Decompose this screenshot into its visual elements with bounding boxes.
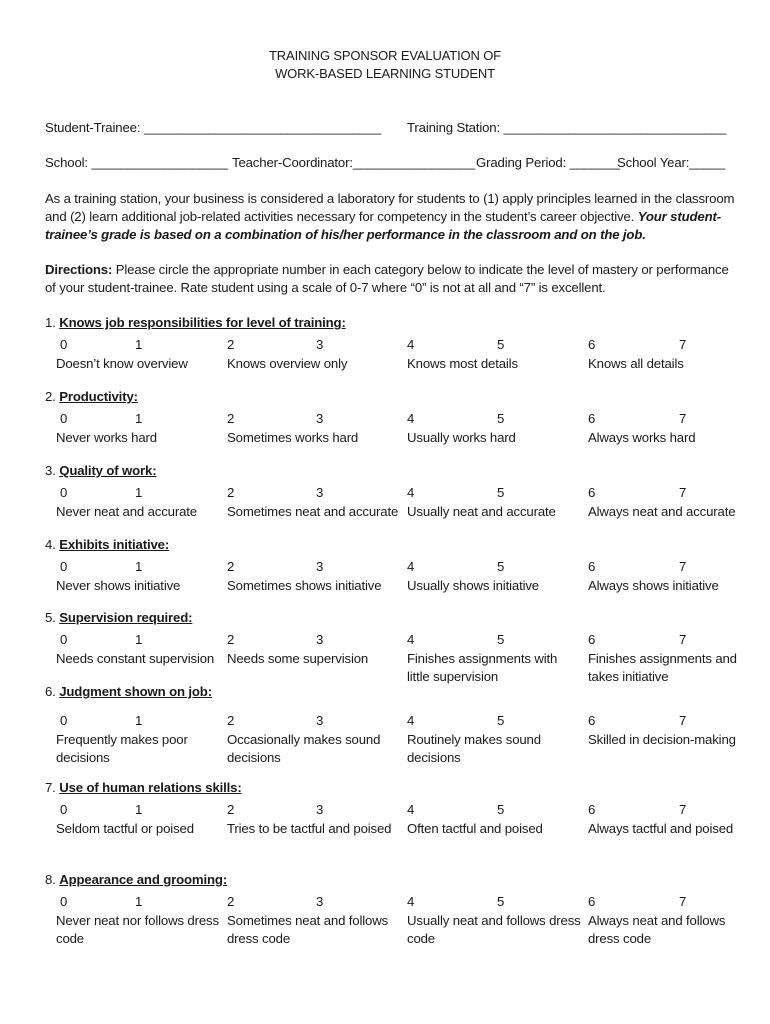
level-description: Always works hard bbox=[588, 430, 696, 445]
rating-option-6[interactable]: 6 bbox=[588, 632, 596, 647]
rating-option-4[interactable]: 4 bbox=[407, 894, 415, 909]
level-description: Always shows initiative bbox=[588, 578, 719, 593]
level-description: Never neat and accurate bbox=[56, 504, 197, 519]
question-number: 8. bbox=[45, 872, 56, 887]
rating-option-7[interactable]: 7 bbox=[679, 894, 687, 909]
level-description: Doesn’t know overview bbox=[56, 356, 188, 371]
question-number: 4. bbox=[45, 537, 56, 552]
rating-option-2[interactable]: 2 bbox=[227, 337, 235, 352]
rating-option-5[interactable]: 5 bbox=[497, 632, 505, 647]
rating-option-5[interactable]: 5 bbox=[497, 337, 505, 352]
rating-option-5[interactable]: 5 bbox=[497, 802, 505, 817]
question-label: Appearance and grooming: bbox=[59, 872, 228, 887]
level-description: Often tactful and poised bbox=[407, 821, 543, 836]
question-label: Productivity: bbox=[59, 389, 138, 404]
rating-option-2[interactable]: 2 bbox=[227, 559, 235, 574]
level-description: Finishes assignments with little supervision bbox=[407, 651, 558, 684]
rating-option-5[interactable]: 5 bbox=[497, 411, 505, 426]
rating-option-4[interactable]: 4 bbox=[407, 632, 415, 647]
rating-option-1[interactable]: 1 bbox=[135, 632, 143, 647]
level-description: Usually shows initiative bbox=[407, 578, 539, 593]
question-label: Exhibits initiative: bbox=[59, 537, 170, 552]
rating-option-3[interactable]: 3 bbox=[316, 337, 324, 352]
question-title bbox=[45, 684, 212, 699]
rating-option-3[interactable]: 3 bbox=[316, 411, 324, 426]
question-label: Use of human relations skills: bbox=[59, 780, 242, 795]
rating-option-1[interactable]: 1 bbox=[135, 894, 143, 909]
level-description: Seldom tactful or poised bbox=[56, 821, 194, 836]
rating-option-5[interactable]: 5 bbox=[497, 713, 505, 728]
level-description: Usually works hard bbox=[407, 430, 516, 445]
level-description: Sometimes shows initiative bbox=[227, 578, 382, 593]
level-description: Routinely makes sound decisions bbox=[407, 732, 541, 765]
level-description: Sometimes neat and accurate bbox=[227, 504, 399, 519]
level-description: Skilled in decision-making bbox=[588, 732, 736, 747]
school-field[interactable]: School: ___________________ bbox=[45, 155, 228, 170]
level-description: Usually neat and follows dress code bbox=[407, 913, 581, 946]
level-description: Sometimes neat and follows dress code bbox=[227, 913, 389, 946]
rating-option-1[interactable]: 1 bbox=[135, 802, 143, 817]
rating-option-3[interactable]: 3 bbox=[316, 894, 324, 909]
rating-option-6[interactable]: 6 bbox=[588, 713, 596, 728]
level-description: Occasionally makes sound decisions bbox=[227, 732, 381, 765]
rating-option-3[interactable]: 3 bbox=[316, 632, 324, 647]
rating-option-7[interactable]: 7 bbox=[679, 485, 687, 500]
level-description: Knows overview only bbox=[227, 356, 348, 371]
question-title bbox=[45, 610, 192, 625]
rating-option-1[interactable]: 1 bbox=[135, 337, 143, 352]
level-description: Knows all details bbox=[588, 356, 684, 371]
grading-period-field[interactable]: Grading Period: _______ bbox=[476, 155, 620, 170]
form-title-line-1: TRAINING SPONSOR EVALUATION OF bbox=[269, 48, 501, 63]
rating-option-0[interactable]: 0 bbox=[60, 411, 68, 426]
rating-option-4[interactable]: 4 bbox=[407, 713, 415, 728]
question-title bbox=[45, 463, 156, 478]
question-title bbox=[45, 780, 242, 795]
rating-option-6[interactable]: 6 bbox=[588, 894, 596, 909]
rating-option-6[interactable]: 6 bbox=[588, 802, 596, 817]
rating-option-2[interactable]: 2 bbox=[227, 485, 235, 500]
level-description: Tries to be tactful and poised bbox=[227, 821, 392, 836]
rating-option-4[interactable]: 4 bbox=[407, 485, 415, 500]
intro-paragraph bbox=[45, 190, 735, 244]
rating-option-3[interactable]: 3 bbox=[316, 713, 324, 728]
rating-option-0[interactable]: 0 bbox=[60, 632, 68, 647]
question-title bbox=[45, 872, 227, 887]
form-title-line-2: WORK-BASED LEARNING STUDENT bbox=[275, 66, 495, 81]
question-number: 2. bbox=[45, 389, 56, 404]
level-description: Always neat and accurate bbox=[588, 504, 736, 519]
rating-option-0[interactable]: 0 bbox=[60, 337, 68, 352]
level-description: Needs some supervision bbox=[227, 651, 369, 666]
rating-option-1[interactable]: 1 bbox=[135, 485, 143, 500]
rating-option-0[interactable]: 0 bbox=[60, 559, 68, 574]
level-description: Usually neat and accurate bbox=[407, 504, 556, 519]
rating-option-7[interactable]: 7 bbox=[679, 802, 687, 817]
level-description: Finishes assignments and takes initiative bbox=[588, 651, 737, 684]
rating-option-7[interactable]: 7 bbox=[679, 713, 687, 728]
rating-option-5[interactable]: 5 bbox=[497, 559, 505, 574]
student-trainee-field[interactable]: Student-Trainee: _________________________________ bbox=[45, 120, 381, 135]
rating-option-2[interactable]: 2 bbox=[227, 713, 235, 728]
intro-text: As a training station, your business is considered a laboratory for students to (1) apply principles learned in the classroom and (2) learn additional job-related activities necessary for competency in the student’s career objective. bbox=[45, 191, 735, 224]
rating-option-4[interactable]: 4 bbox=[407, 411, 415, 426]
rating-option-1[interactable]: 1 bbox=[135, 713, 143, 728]
rating-option-2[interactable]: 2 bbox=[227, 632, 235, 647]
rating-option-0[interactable]: 0 bbox=[60, 485, 68, 500]
rating-option-3[interactable]: 3 bbox=[316, 485, 324, 500]
directions-text: Please circle the appropriate number in each category below to indicate the level of mastery or performance of your student-trainee. Rate student using a scale of 0-7 where “0” is not at all and “7” is excellent. bbox=[45, 262, 729, 295]
rating-option-7[interactable]: 7 bbox=[679, 632, 687, 647]
question-number: 7. bbox=[45, 780, 56, 795]
rating-option-3[interactable]: 3 bbox=[316, 559, 324, 574]
school-year-field[interactable]: School Year:_____ bbox=[617, 155, 726, 170]
question-title bbox=[45, 315, 346, 330]
rating-option-3[interactable]: 3 bbox=[316, 802, 324, 817]
rating-option-2[interactable]: 2 bbox=[227, 411, 235, 426]
question-label: Supervision required: bbox=[59, 610, 193, 625]
question-label: Quality of work: bbox=[59, 463, 157, 478]
rating-option-1[interactable]: 1 bbox=[135, 411, 143, 426]
rating-option-4[interactable]: 4 bbox=[407, 337, 415, 352]
level-description: Knows most details bbox=[407, 356, 518, 371]
rating-option-7[interactable]: 7 bbox=[679, 411, 687, 426]
intro-emphasis: Your student-trainee’s grade is based on a combination of his/her performance in the classroom and on the job. bbox=[45, 209, 721, 242]
rating-option-6[interactable]: 6 bbox=[588, 559, 596, 574]
rating-option-2[interactable]: 2 bbox=[227, 894, 235, 909]
level-description: Always tactful and poised bbox=[588, 821, 734, 836]
rating-option-6[interactable]: 6 bbox=[588, 337, 596, 352]
rating-option-4[interactable]: 4 bbox=[407, 559, 415, 574]
question-label: Judgment shown on job: bbox=[59, 684, 212, 699]
rating-option-1[interactable]: 1 bbox=[135, 559, 143, 574]
question-title bbox=[45, 389, 138, 404]
rating-option-6[interactable]: 6 bbox=[588, 485, 596, 500]
level-description: Needs constant supervision bbox=[56, 651, 215, 666]
directions-label: Directions: bbox=[45, 262, 113, 277]
teacher-coordinator-field[interactable]: Teacher-Coordinator:_________________ bbox=[232, 155, 476, 170]
level-description: Never works hard bbox=[56, 430, 157, 445]
rating-option-7[interactable]: 7 bbox=[679, 559, 687, 574]
rating-option-4[interactable]: 4 bbox=[407, 802, 415, 817]
question-number: 3. bbox=[45, 463, 56, 478]
directions-paragraph bbox=[45, 261, 735, 297]
question-title bbox=[45, 537, 169, 552]
rating-option-0[interactable]: 0 bbox=[60, 894, 68, 909]
question-number: 5. bbox=[45, 610, 56, 625]
question-number: 6. bbox=[45, 684, 56, 699]
level-description: Frequently makes poor decisions bbox=[56, 732, 188, 765]
rating-option-2[interactable]: 2 bbox=[227, 802, 235, 817]
rating-option-0[interactable]: 0 bbox=[60, 802, 68, 817]
level-description: Sometimes works hard bbox=[227, 430, 359, 445]
rating-option-0[interactable]: 0 bbox=[60, 713, 68, 728]
level-description: Always neat and follows dress code bbox=[588, 913, 726, 946]
question-label: Knows job responsibilities for level of training: bbox=[59, 315, 346, 330]
training-station-field[interactable]: Training Station: _______________________________ bbox=[407, 120, 727, 135]
level-description: Never neat nor follows dress code bbox=[56, 913, 219, 946]
rating-option-5[interactable]: 5 bbox=[497, 894, 505, 909]
rating-option-5[interactable]: 5 bbox=[497, 485, 505, 500]
level-description: Never shows initiative bbox=[56, 578, 181, 593]
rating-option-7[interactable]: 7 bbox=[679, 337, 687, 352]
question-number: 1. bbox=[45, 315, 56, 330]
rating-option-6[interactable]: 6 bbox=[588, 411, 596, 426]
